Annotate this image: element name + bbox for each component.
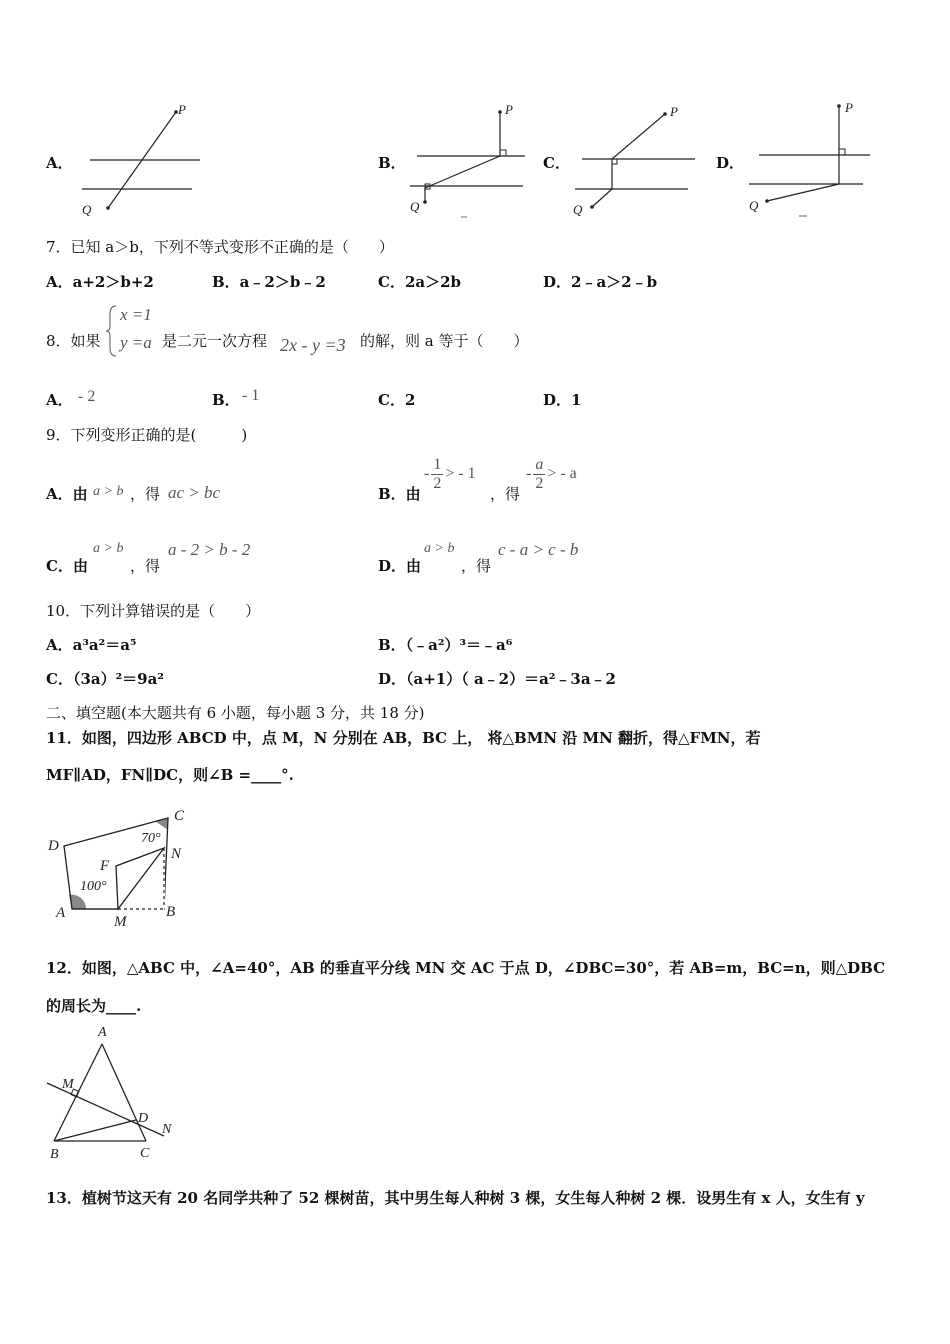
q10-option-b: B．（﹣a²）³＝﹣a⁶ <box>378 636 513 654</box>
q11-line2: MF∥AD，FN∥DC，则∠B =____°. <box>46 766 294 784</box>
q8-option-a-value: - 2 <box>78 388 96 405</box>
q6-figure-c <box>570 100 700 225</box>
q6a-label-p: P <box>178 102 186 117</box>
q9-b-expression: - $\frac{1}{2}$ > - 1 <box>424 456 476 492</box>
q8-equation: 2x - y =3 <box>280 335 346 355</box>
q12-label-d: D <box>138 1111 149 1126</box>
q11-label-a: A <box>56 905 66 921</box>
q11-label-d: D <box>48 838 59 854</box>
q9-c-result: a - 2 > b - 2 <box>168 540 251 559</box>
q6-figure-d <box>745 96 875 221</box>
q10-option-d: D．（a+1）（ a﹣2）＝a²﹣3a﹣2 <box>378 670 616 688</box>
q9-option-b-label: B．由 <box>378 485 421 503</box>
q9-c-condition: a > b <box>93 541 124 556</box>
q12-label-a: A <box>98 1025 107 1040</box>
q6-option-c-label: C． <box>543 154 570 172</box>
q9-option-d-label: D．由 <box>378 557 422 575</box>
q9-option-a-label: A．由 <box>46 485 88 503</box>
q12-label-n: N <box>162 1122 172 1137</box>
q11-label-c: C <box>174 808 185 824</box>
q9-d-condition: a > b <box>424 541 455 556</box>
q8-option-b-label: B． <box>212 391 240 409</box>
q6a-label-q: Q <box>82 202 92 217</box>
q12-label-c: C <box>140 1146 150 1161</box>
q9-d-result: c - a > c - b <box>498 540 579 559</box>
q10-option-c: C．（3a）²＝9a² <box>46 670 164 688</box>
q9-d-mid: ，得 <box>461 557 492 575</box>
q9-a-condition: a > b <box>93 484 124 499</box>
q6d-label-q: Q <box>749 198 759 213</box>
q6c-label-q: Q <box>573 202 583 217</box>
q6d-label-p: P <box>845 100 853 115</box>
q6-option-d-label: D． <box>716 154 745 172</box>
q8-mid-text: 是二元一次方程 <box>162 332 268 350</box>
q8-tail-text: 的解，则 a 等于（ ） <box>360 332 529 350</box>
q8-system-line1: x =1 <box>120 305 152 324</box>
q12-line1: 12．如图，△ABC 中，∠A=40°，AB 的垂直平分线 MN 交 AC 于点 D，∠DBC=30°，若 AB=m，BC=n，则△DBC <box>46 959 886 977</box>
q8-option-a-label: A． <box>46 391 73 409</box>
q12-figure <box>44 1020 194 1165</box>
q11-label-f: F <box>100 858 110 874</box>
q9-a-result: ac > bc <box>168 483 221 502</box>
q8-number: 8．如果 <box>46 332 101 350</box>
q9-b-mid: ，得 <box>490 485 521 503</box>
q8-system-brace <box>106 304 120 358</box>
q11-label-n: N <box>171 846 182 862</box>
q6c-label-p: P <box>670 104 678 119</box>
q8-option-d: D．1 <box>543 391 582 409</box>
q11-figure <box>44 800 204 935</box>
q12-label-m: M <box>62 1077 74 1092</box>
q12-label-b: B <box>50 1147 59 1162</box>
q9-b-result: - $\frac{a}{2}$ > - a <box>526 456 577 492</box>
q6b-label-p: P <box>505 102 513 117</box>
q12-line2: 的周长为____. <box>46 997 142 1015</box>
q11-label-m: M <box>114 914 127 930</box>
q7-option-d: D．2﹣a＞2﹣b <box>543 273 658 291</box>
q6-figure-a <box>70 100 220 225</box>
q11-line1: 11．如图，四边形 ABCD 中，点 M，N 分别在 AB，BC 上， 将△BMN 沿 MN 翻折，得△FMN，若 <box>46 729 761 747</box>
q6-figure-b <box>405 100 535 225</box>
q11-label-b: B <box>166 904 176 920</box>
q7-option-b: B．a﹣2＞b﹣2 <box>212 273 326 291</box>
q6-option-a-label: A． <box>46 154 73 172</box>
q7-option-a: A．a+2＞b+2 <box>46 273 154 291</box>
q8-option-c: C．2 <box>378 391 416 409</box>
q10-option-a: A．a³a²＝a⁵ <box>46 636 137 654</box>
section-2-heading: 二、填空题(本大题共有 6 小题，每小题 3 分，共 18 分) <box>46 704 425 722</box>
q9-a-mid: ，得 <box>130 485 161 503</box>
q8-option-b-value: - 1 <box>242 387 260 404</box>
q6-option-b-label: B． <box>378 154 406 172</box>
q6b-label-q: Q <box>410 199 420 214</box>
q10-stem: 10．下列计算错误的是（ ） <box>46 602 261 620</box>
q7-stem: 7．已知 a＞b，下列不等式变形不正确的是（ ） <box>46 238 394 256</box>
q8-system-line2: y =a <box>120 333 152 352</box>
q13-line1: 13．植树节这天有 20 名同学共种了 52 棵树苗，其中男生每人种树 3 棵，女生每人种树 2 棵．设男生有 x 人，女生有 y <box>46 1189 865 1207</box>
q9-option-c-label: C．由 <box>46 557 88 575</box>
q9-stem: 9．下列变形正确的是( ) <box>46 426 248 444</box>
q11-angle-c: 70° <box>141 831 161 846</box>
q9-c-mid: ，得 <box>130 557 161 575</box>
q11-angle-a: 100° <box>80 879 107 894</box>
q7-option-c: C．2a＞2b <box>378 273 462 291</box>
